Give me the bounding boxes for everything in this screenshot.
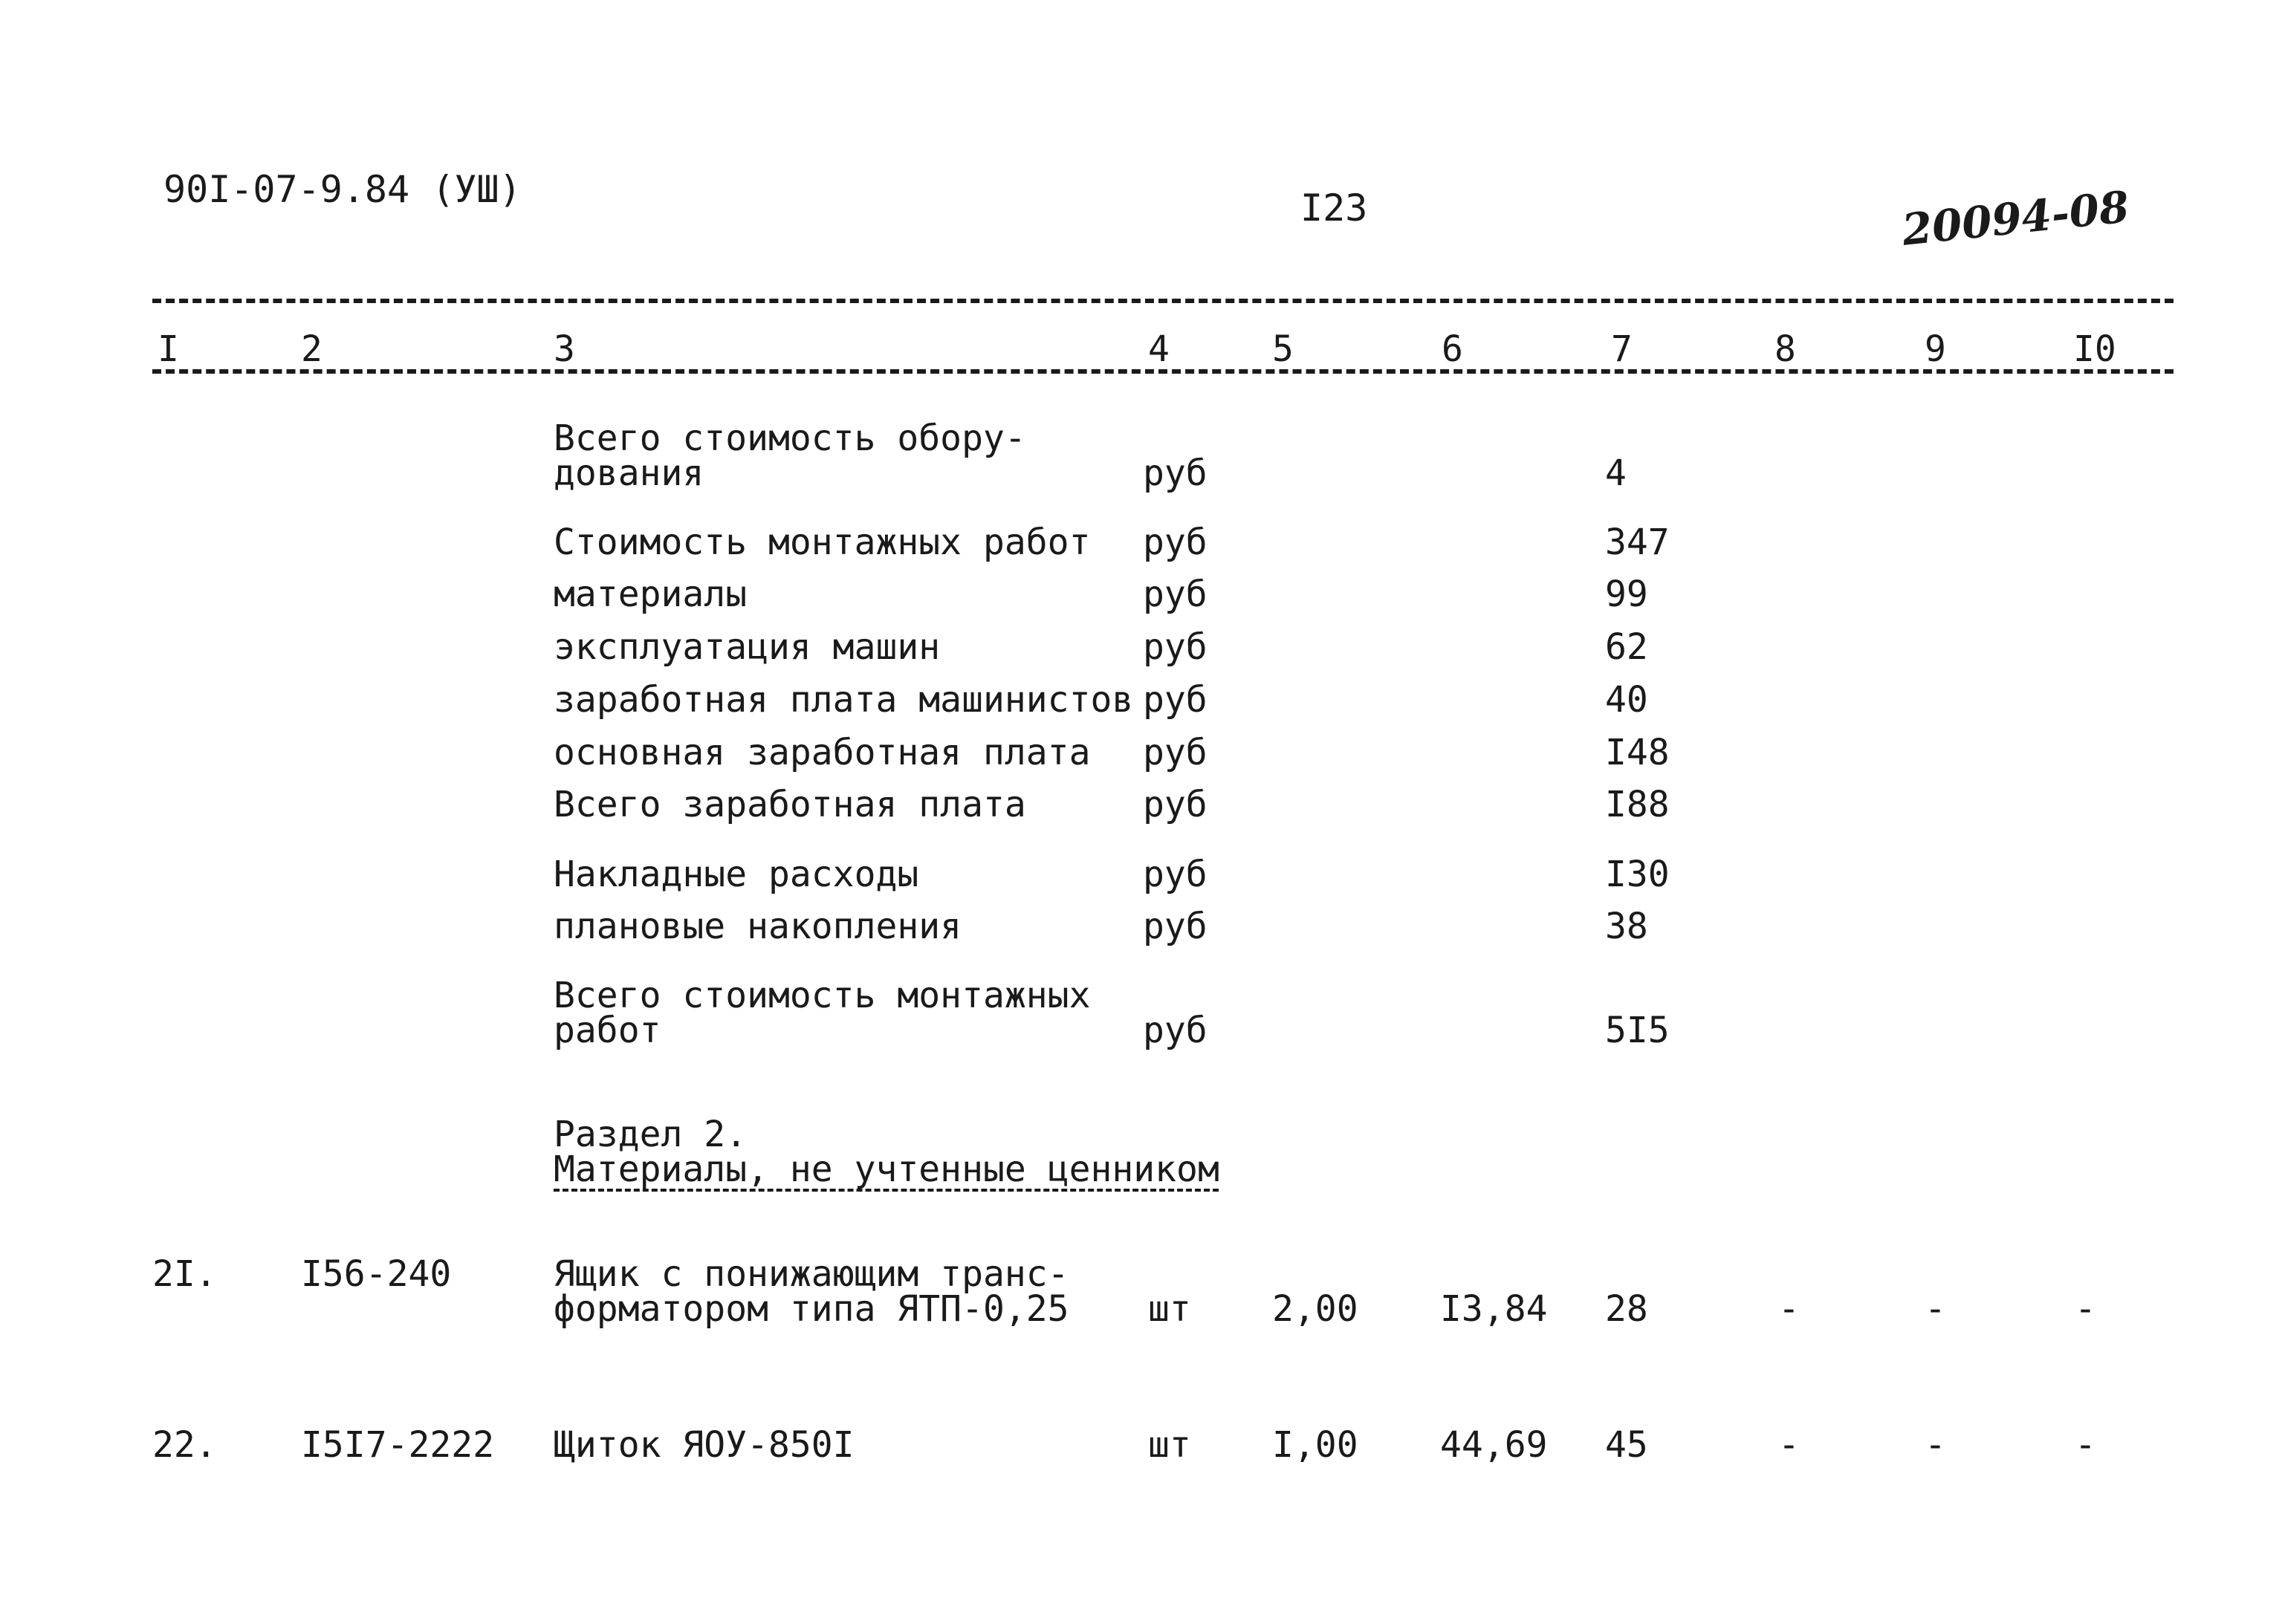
summary-value: I88 [1605,784,1670,825]
column-header: 6 [1442,328,1463,370]
column-header: I0 [2073,328,2116,370]
summary-unit: руб [1143,679,1208,721]
summary-label: эксплуатация машин [554,626,941,668]
item-code: I56-240 [301,1253,452,1295]
summary-value: 5I5 [1605,1010,1670,1051]
item-unit: шт [1148,1424,1191,1466]
summary-unit: руб [1143,906,1208,947]
summary-value: 4 [1605,452,1627,494]
summary-value: 99 [1605,574,1648,615]
summary-unit: руб [1143,574,1208,615]
item-col10: - [2075,1424,2096,1466]
summary-label: Всего заработная плата [554,784,1026,825]
summary-unit: руб [1143,452,1208,494]
summary-label: Стоимость монтажных работ [554,522,1091,563]
column-header: 7 [1611,328,1633,370]
header-top-rule [152,299,2174,303]
item-price: I3,84 [1440,1288,1548,1330]
section-subtitle: Материалы, не учтенные ценником [554,1149,1219,1190]
item-number: 2I. [152,1253,217,1295]
summary-label: плановые накопления [554,906,962,947]
summary-value: 347 [1605,522,1670,563]
item-code: I5I7-2222 [301,1424,495,1466]
column-header: 8 [1774,328,1796,370]
summary-unit: руб [1143,732,1208,773]
summary-unit: руб [1143,522,1208,563]
summary-label: Всего стоимость монтажных [554,975,1091,1016]
item-name: Ящик с понижающим транс- [554,1253,1069,1295]
item-name: форматором типа ЯТП-0,25 [554,1288,1069,1330]
column-header: 9 [1925,328,1946,370]
summary-value: I30 [1605,854,1670,895]
item-total: 45 [1605,1424,1648,1466]
item-price: 44,69 [1440,1424,1548,1466]
summary-unit: руб [1143,1010,1208,1051]
summary-unit: руб [1143,784,1208,825]
summary-value: 62 [1605,626,1648,668]
item-col9: - [1925,1424,1946,1466]
summary-label: работ [554,1010,661,1051]
summary-value: I48 [1605,732,1670,773]
item-col9: - [1925,1288,1946,1330]
summary-label: Накладные расходы [554,854,919,895]
summary-unit: руб [1143,854,1208,895]
page-number: I23 [1300,186,1368,230]
item-unit: шт [1148,1288,1191,1330]
section-title: Раздел 2. [554,1114,748,1155]
summary-value: 38 [1605,906,1648,947]
item-total: 28 [1605,1288,1648,1330]
item-col8: - [1778,1288,1800,1330]
column-header: 3 [554,328,575,370]
handwritten-number: 20094-08 [1899,181,2132,256]
column-header: 5 [1272,328,1294,370]
summary-label: основная заработная плата [554,732,1091,773]
item-col8: - [1778,1424,1800,1466]
document-code: 90I-07-9.84 (УШ) [163,168,522,211]
item-number: 22. [152,1424,217,1466]
column-header: 2 [301,328,322,370]
item-name: Щиток ЯОУ-850I [554,1424,855,1466]
summary-label: дования [554,452,704,494]
item-col10: - [2075,1288,2096,1330]
summary-value: 40 [1605,679,1648,721]
item-quantity: I,00 [1272,1424,1358,1466]
item-quantity: 2,00 [1272,1288,1358,1330]
summary-label: заработная плата машинистов [554,679,1134,721]
column-header: 4 [1148,328,1170,370]
summary-label: Всего стоимость обору- [554,418,1026,459]
summary-unit: руб [1143,626,1208,668]
column-header: I [158,328,179,370]
summary-label: материалы [554,574,748,615]
header-bottom-rule [152,369,2174,374]
